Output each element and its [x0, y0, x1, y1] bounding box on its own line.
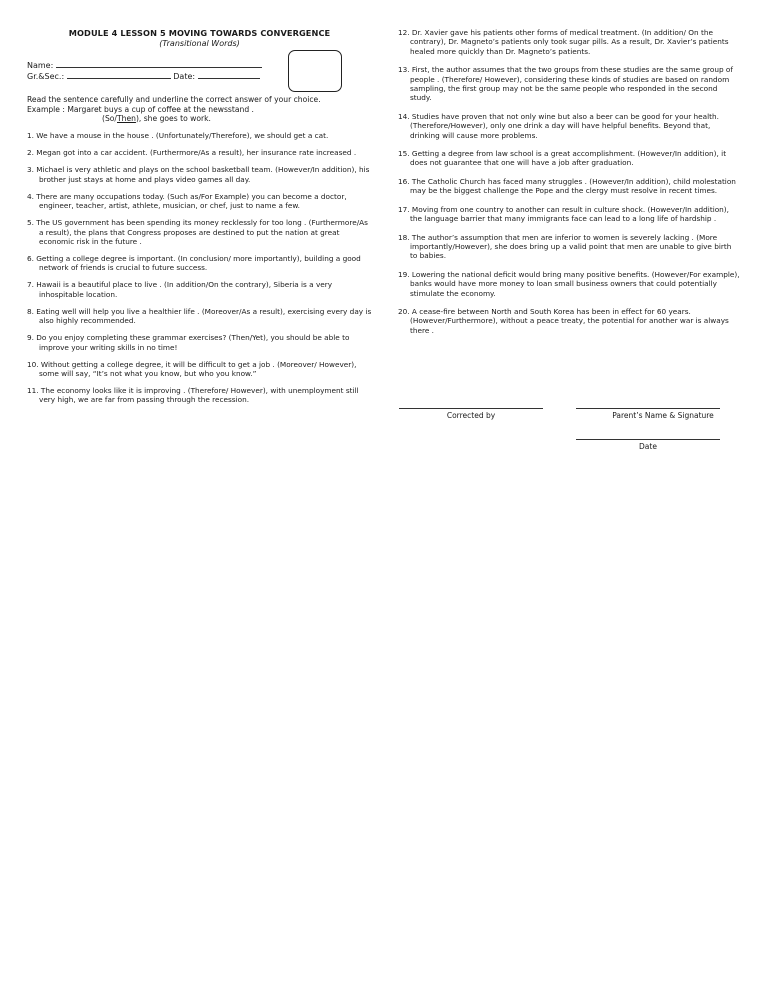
- example-answer-line: (So/Then), she goes to work.: [102, 114, 211, 124]
- corrected-by-signature: [399, 408, 543, 420]
- question-item[interactable]: 14. Studies have proven that not only wine but also a beer can be good for your health. (Therefore/However), only one drink a day will have helpful benefits. Beyond that, drinking will cause more problems.: [398, 111, 719, 140]
- date-signature: [576, 439, 720, 451]
- question-item[interactable]: 11. The economy looks like it is improving . (Therefore/ However), with unemployment still very high, we are far from passing through the recession.: [27, 386, 359, 405]
- question-item[interactable]: 18. The author’s assumption that men are inferior to women is severely lacking . (More importantly/However), she does bring up a valid point that men are unable to give birth to babies.: [398, 232, 732, 261]
- right-column: [398, 28, 740, 335]
- name-blank[interactable]: [56, 60, 262, 68]
- date-blank[interactable]: [198, 71, 260, 79]
- date-signature-label: Date: [639, 442, 657, 451]
- question-item[interactable]: 20. A cease-fire between North and South Korea has been in effect for 60 years. (However/Furthermore), without a peace treaty, the potential for another war is always there .: [398, 306, 729, 335]
- corrected-by-line[interactable]: [399, 408, 543, 409]
- question-item[interactable]: 10. Without getting a college degree, it will be difficult to get a job . (Moreover/ However), some will say, “It’s not what you know, but who you know.”: [27, 359, 357, 379]
- date-label: Date:: [173, 72, 196, 81]
- question-item[interactable]: 8. Eating well will help you live a healthier life . (Moreover/As a result), exercising every day is also highly recommended.: [27, 306, 372, 326]
- question-item[interactable]: 15. Getting a degree from law school is a great accomplishment. (However/In addition), it does not guarantee that one will have a job after graduation.: [398, 149, 727, 168]
- question-item[interactable]: 17. Moving from one country to another can result in culture shock. (However/In addition), the language barrier that many immigrants face can lead to a long life of hardship .: [398, 204, 729, 224]
- question-list-right: [398, 28, 740, 335]
- parent-signature-line[interactable]: [576, 408, 720, 409]
- corrected-by-label: Corrected by: [446, 411, 496, 420]
- question-item[interactable]: 16. The Catholic Church has faced many struggles . (However/In addition), child molestation may be the biggest challenge the Pope and the clergy must resolve in recent times.: [398, 176, 736, 196]
- question-item[interactable]: 4. There are many occupations today. (Such as/For Example) you can become a doctor, engineer, teacher, artist, athlete, musician, or chef, just to name a few.: [27, 191, 347, 211]
- question-item[interactable]: 5. The US government has been spending its money recklessly for too long . (Furthermore/As a result), the plans that Congress proposes are destined to put the nation at great economic risk in the future .: [27, 218, 368, 246]
- grsec-label: Gr.&Sec.:: [27, 72, 65, 81]
- parent-signature-label: Parent’s Name & Signature: [612, 411, 714, 420]
- question-item[interactable]: 3. Michael is very athletic and plays on the school basketball team. (However/In addition), his brother just stays at home and plays video games all day.: [27, 165, 370, 184]
- grsec-blank[interactable]: [67, 71, 171, 79]
- parent-signature: [576, 408, 720, 420]
- name-label: Name:: [27, 61, 54, 70]
- question-item[interactable]: 12. Dr. Xavier gave his patients other forms of medical treatment. (In addition/ On the contrary), Dr. Magneto’s patients only took sugar pills. As a result, Dr. Xavier’s patients healed more quickly than Dr. Magneto’s patients.: [398, 28, 729, 56]
- example-underlined-answer: Then: [117, 114, 136, 124]
- instructions-line: Read the sentence carefully and underline the correct answer of your choice.: [27, 95, 321, 104]
- question-list-left: [27, 131, 372, 404]
- question-item[interactable]: 19. Lowering the national deficit would bring many positive benefits. (However/For example), banks would have more money to loan small business owners that could potentially stimulate the economy.: [398, 269, 740, 298]
- question-item[interactable]: 1. We have a mouse in the house . (Unfortunately/Therefore), we should get a cat.: [27, 131, 329, 141]
- example-sentence: Example : Margaret buys a cup of coffee at the newsstand .: [27, 104, 254, 114]
- instructions: [27, 95, 372, 124]
- date-signature-line[interactable]: [576, 439, 720, 440]
- question-item[interactable]: 13. First, the author assumes that the two groups from these studies are the same group of people . (Therefore/ However), considering these kinds of studies are based on random sampling, the first group may not be the same people who responded in the second study.: [398, 65, 733, 103]
- question-item[interactable]: 2. Megan got into a car accident. (Furthermore/As a result), her insurance rate increased .: [27, 148, 357, 158]
- question-item[interactable]: 6. Getting a college degree is important. (In conclusion/ more importantly), building a good network of friends is crucial to future success.: [27, 254, 361, 273]
- question-item[interactable]: 7. Hawaii is a beautiful place to live . (In addition/On the contrary), Siberia is a very inhospitable location.: [27, 280, 333, 299]
- question-item[interactable]: 9. Do you enjoy completing these grammar exercises? (Then/Yet), you should be able to improve your writing skills in no time!: [27, 333, 350, 352]
- page-subtitle: (Transitional Words): [159, 39, 240, 48]
- page-title: MODULE 4 LESSON 5 MOVING TOWARDS CONVERGENCE: [68, 28, 331, 38]
- score-box: [288, 50, 342, 92]
